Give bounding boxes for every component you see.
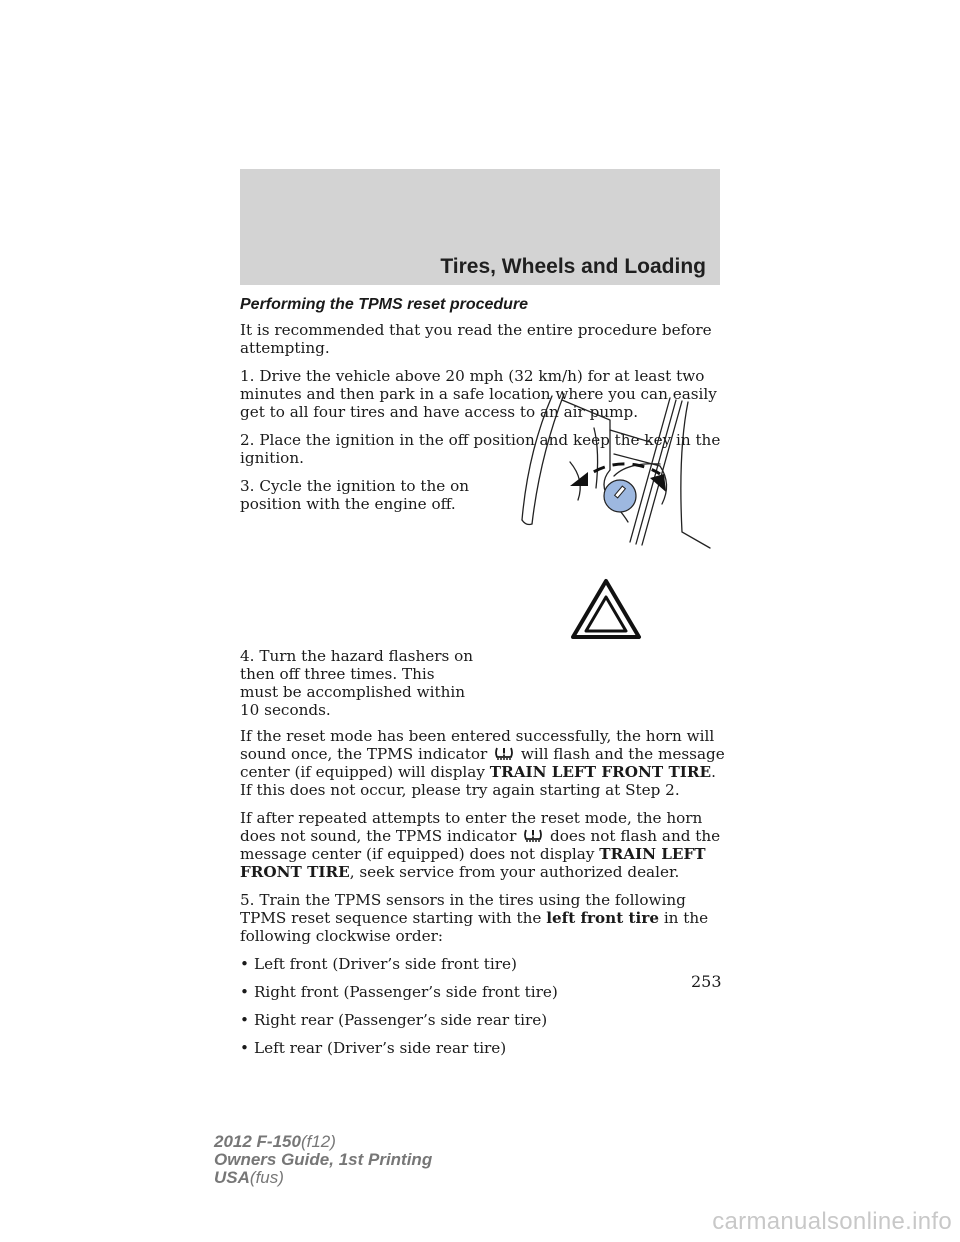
tpms-indicator-icon: [523, 827, 543, 843]
reset-failure-paragraph: If after repeated attempts to enter the reset mode, the horn does not sound, the TPMS indicator does not flash and the message center (if equipped) does not display TRAIN LEFT FRONT TIRE, seek service from your authorized dealer.: [240, 809, 721, 881]
reset-success-paragraph: If the reset mode has been entered successfully, the horn will sound once, the TPMS indicator will flash and the message center (if equipped) will display TRAIN LEFT FRONT TIRE. If this does not occur, please try again starting at Step 2.: [240, 727, 725, 799]
list-item: • Right rear (Passenger’s side rear tire): [240, 1011, 548, 1029]
section-header-band: [240, 169, 720, 285]
step-3: 3. Cycle the ignition to the on position with the engine off.: [240, 477, 470, 513]
step-2: 2. Place the ignition in the off position and keep the key in the ignition.: [240, 431, 721, 467]
arrow-left-icon: [570, 472, 588, 486]
document-footer: 2012 F-150(f12) Owners Guide, 1st Printing USA(fus): [214, 1132, 433, 1187]
tpms-indicator-icon: [494, 745, 514, 761]
intro-paragraph: It is recommended that you read the entire procedure before attempting.: [240, 321, 712, 357]
list-item: • Left rear (Driver’s side rear tire): [240, 1039, 507, 1057]
ignition-illustration: [510, 392, 720, 557]
step-5: 5. Train the TPMS sensors in the tires using the following TPMS reset sequence starting with the left front tire in the following clockwise order:: [240, 891, 709, 945]
list-item: • Right front (Passenger’s side front tire): [240, 983, 558, 1001]
hazard-flasher-icon: [570, 578, 642, 640]
step-4: 4. Turn the hazard flashers on then off three times. This must be accomplished within 10 seconds.: [240, 647, 474, 719]
section-title: Tires, Wheels and Loading: [440, 255, 706, 278]
step-4-row: [240, 647, 725, 727]
message-text-train-left-front: TRAIN LEFT FRONT TIRE: [489, 763, 712, 781]
watermark: carmanualsonline.info: [712, 1208, 952, 1235]
procedure-heading: Performing the TPMS reset procedure: [240, 296, 529, 313]
page-number: 253: [691, 972, 722, 991]
list-item: • Left front (Driver’s side front tire): [240, 955, 517, 973]
step-1: 1. Drive the vehicle above 20 mph (32 km/h) for at least two minutes and then park in a safe location where you can easily get to all four tires and have access to an air pump.: [240, 367, 717, 421]
message-text-train-left-front: TRAIN LEFT FRONT TIRE: [240, 845, 706, 881]
ignition-key-cylinder: [604, 480, 636, 512]
